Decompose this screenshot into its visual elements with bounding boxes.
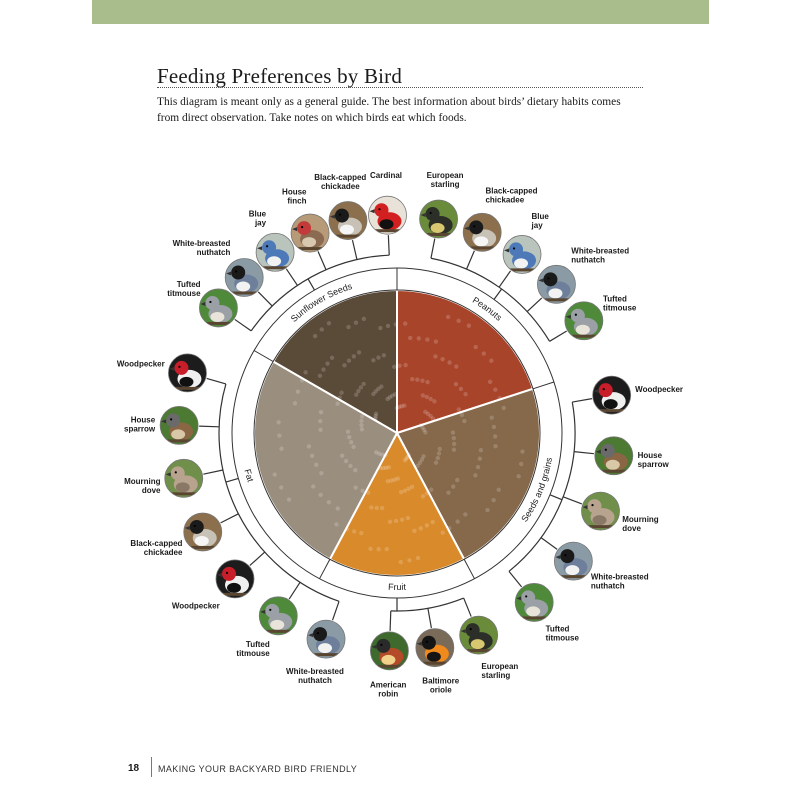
mourning-dove-icon [164,458,204,498]
bird-label: Woodpecker [635,385,684,395]
segment-label: Peanuts [470,294,504,323]
bird-label: Mourning dove [124,476,161,495]
black-capped-chickadee-icon [328,201,368,241]
european-starling-icon [459,615,499,655]
segment-label: Seeds and grains [519,456,554,524]
bird-label: Black-capped chickadee [485,186,538,205]
bird-label: Tufted titmouse [236,639,270,658]
european-starling-icon [419,199,459,239]
house-sparrow-icon [159,405,199,445]
segment-label: Fruit [387,581,407,593]
tufted-titmouse-icon [564,301,604,341]
blue-jay-icon [255,232,295,272]
tufted-titmouse-icon [514,582,554,622]
white-breasted-nuthatch-icon [306,619,346,659]
page-title: Feeding Preferences by Bird [157,64,403,88]
footer-divider [151,757,152,777]
house-sparrow-icon [594,436,634,476]
bird-label: Blue jay [531,212,549,231]
woodpecker-icon [592,375,632,415]
bird-label: Mourning dove [622,514,659,533]
tufted-titmouse-icon [198,288,238,328]
bird-label: House finch [282,187,307,206]
bird-label: White-breasted nuthatch [571,246,630,265]
black-capped-chickadee-icon [462,212,502,252]
white-breasted-nuthatch-icon [536,264,576,304]
bird-label: Woodpecker [171,601,220,611]
bird-label: Tufted titmouse [603,294,637,313]
bird-label: European starling [426,171,464,190]
bird-label: Tufted titmouse [545,624,579,643]
bird-label: Woodpecker [116,359,165,369]
white-breasted-nuthatch-icon [224,258,264,298]
bird-label: House sparrow [124,415,156,434]
woodpecker-icon [215,559,255,599]
bird-label: Tufted titmouse [167,279,201,298]
segment-label: Fat [242,467,256,484]
american-robin-icon [369,631,409,671]
bird-label: Black-capped chickadee [314,172,367,191]
bird-label: Black-capped chickadee [130,538,183,557]
running-footer: MAKING YOUR BACKYARD BIRD FRIENDLY [158,764,358,774]
mourning-dove-icon [581,491,621,531]
tufted-titmouse-icon [258,596,298,636]
woodpecker-icon [167,353,207,393]
house-finch-icon [290,213,330,253]
bird-label: European starling [481,662,519,681]
page-number: 18 [128,763,140,774]
bird-label: American robin [369,680,407,699]
bird-label: Cardinal [370,171,403,181]
baltimore-oriole-icon [415,628,455,668]
white-breasted-nuthatch-icon [553,541,593,581]
bird-label: White-breasted nuthatch [286,666,344,685]
cardinal-icon [367,195,407,235]
bird-label: Blue jay [248,209,267,228]
intro-paragraph: This diagram is meant only as a general guide. The best information about birds’ dietary habits comes from direct observation. Take notes on which birds eat which foods. [157,96,621,124]
bird-label: House sparrow [637,450,669,469]
blue-jay-icon [502,234,542,274]
bird-label: White-breasted nuthatch [172,238,231,257]
black-capped-chickadee-icon [183,512,223,552]
segment-bracket [391,598,464,611]
segment-label: Sunflower Seeds [288,281,354,324]
bird-label: White-breasted nuthatch [590,572,649,591]
bird-label: Baltimore oriole [422,676,460,695]
